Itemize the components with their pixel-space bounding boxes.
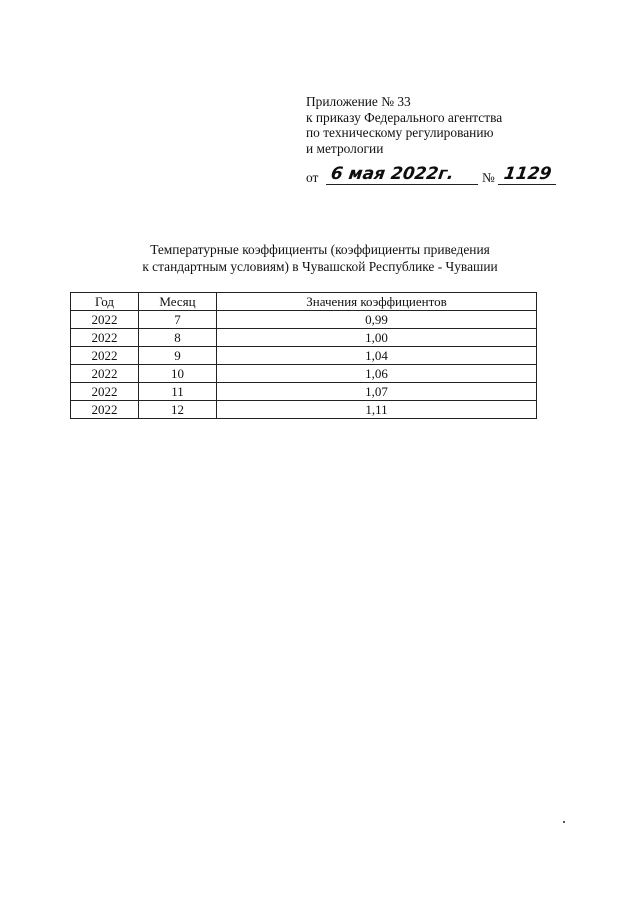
appendix-header (306, 94, 566, 156)
cell-coefficient: 1,00 (217, 329, 537, 347)
scan-speck (563, 821, 565, 823)
title-line-1: Температурные коэффициенты (коэффициенты приведения (150, 242, 490, 257)
header-coefficient: Значения коэффициентов (217, 293, 537, 311)
table-row (71, 311, 537, 329)
coefficients-table (70, 292, 537, 419)
cell-coefficient: 1,06 (217, 365, 537, 383)
cell-year: 2022 (71, 311, 139, 329)
cell-year: 2022 (71, 329, 139, 347)
table-row (71, 329, 537, 347)
table-row (71, 365, 537, 383)
cell-coefficient: 1,11 (217, 401, 537, 419)
order-from-label: от (306, 170, 319, 185)
cell-coefficient: 0,99 (217, 311, 537, 329)
table-row (71, 383, 537, 401)
cell-month: 8 (139, 329, 217, 347)
table-row (71, 347, 537, 365)
date-underline (326, 184, 478, 185)
cell-coefficient: 1,04 (217, 347, 537, 365)
cell-year: 2022 (71, 401, 139, 419)
cell-month: 12 (139, 401, 217, 419)
document-title (60, 241, 580, 275)
cell-month: 7 (139, 311, 217, 329)
order-number-handwritten: 1129 (502, 164, 553, 184)
table-header-row (71, 293, 537, 311)
title-line-2: к стандартным условиям) в Чувашской Республике - Чувашии (142, 259, 498, 274)
number-underline (498, 184, 556, 185)
appendix-number: Приложение № 33 (306, 94, 411, 109)
cell-year: 2022 (71, 365, 139, 383)
cell-year: 2022 (71, 383, 139, 401)
table-row (71, 401, 537, 419)
appendix-order-ref: к приказу Федерального агентства (306, 109, 503, 125)
order-date-line (306, 164, 556, 186)
cell-coefficient: 1,07 (217, 383, 537, 401)
appendix-agency-cont: и метрологии (306, 140, 384, 156)
appendix-agency: по техническому регулированию (306, 125, 494, 140)
cell-year: 2022 (71, 347, 139, 365)
order-date-handwritten: 6 мая 2022г. (329, 164, 456, 184)
header-month: Месяц (139, 293, 217, 311)
cell-month: 11 (139, 383, 217, 401)
order-number-label: № (482, 170, 495, 185)
cell-month: 9 (139, 347, 217, 365)
header-year: Год (71, 293, 139, 311)
cell-month: 10 (139, 365, 217, 383)
